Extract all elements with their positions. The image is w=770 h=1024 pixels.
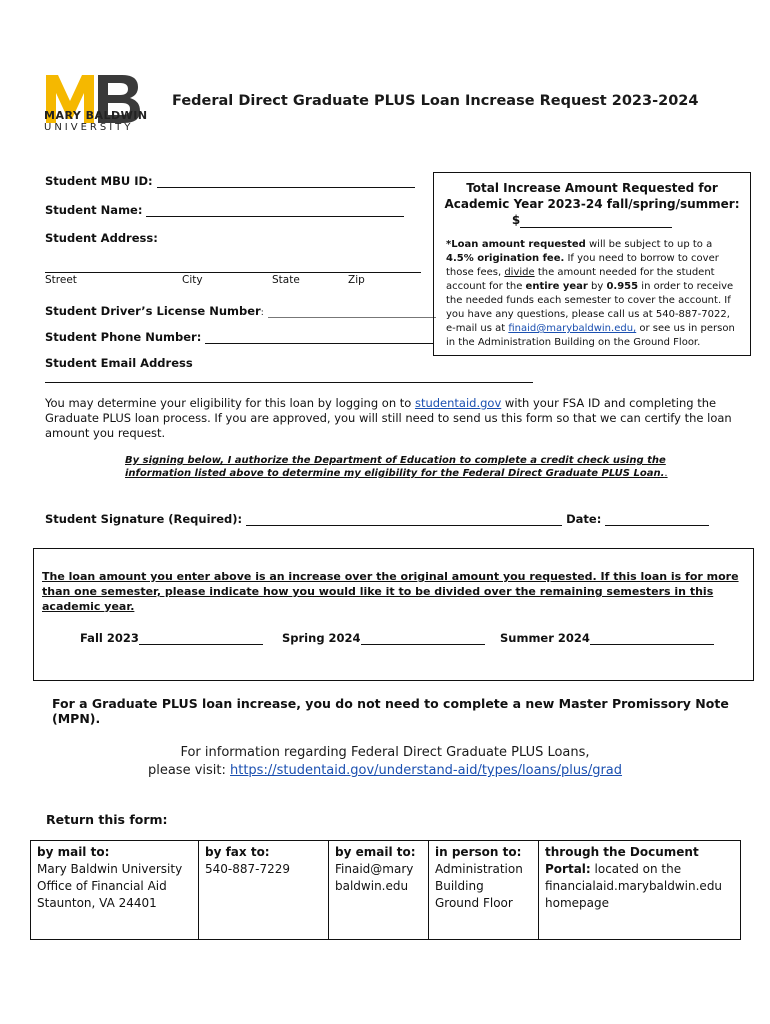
address-label: Student Address:	[45, 231, 158, 245]
date-label: Date:	[566, 512, 602, 526]
increase-amount-field[interactable]	[520, 215, 672, 228]
email-l2: baldwin.edu	[335, 879, 409, 893]
spring-label: Spring 2024	[282, 631, 361, 645]
zip-label: Zip	[348, 274, 365, 286]
fax-title: by fax to:	[205, 845, 270, 859]
return-heading: Return this form:	[46, 812, 168, 827]
return-person-cell	[429, 841, 539, 940]
note-divide: divide	[504, 267, 535, 278]
mbu-id-label: Student MBU ID:	[45, 174, 153, 188]
mbu-id-field[interactable]	[157, 175, 415, 188]
phone-field[interactable]	[205, 331, 433, 344]
summer-amount-field[interactable]	[590, 632, 714, 645]
dollar-sign: $	[511, 213, 521, 227]
note-bold-loan: *Loan amount requested	[446, 239, 586, 250]
return-options-table	[30, 840, 741, 940]
email-label: Student Email Address	[45, 356, 193, 370]
license-field[interactable]	[268, 307, 436, 318]
info-block	[0, 744, 770, 780]
mail-l1: Mary Baldwin University	[37, 862, 183, 876]
increase-heading	[434, 180, 750, 228]
note-t1: will be subject to up to a	[585, 239, 713, 250]
note-bold-fee: 4.5% origination fee.	[446, 253, 565, 264]
fall-amount-field[interactable]	[139, 632, 263, 645]
person-l1: Administration	[435, 862, 523, 876]
fee-note	[434, 238, 750, 350]
phone-label: Student Phone Number:	[45, 330, 202, 344]
email-title: by email to:	[335, 845, 416, 859]
eligibility-t2: with your FSA ID and completing the Graduate PLUS loan process. If you are approved, you will still need to send us this form so that we can certify the loan amount you request.	[45, 396, 732, 440]
semester-division-box	[33, 548, 754, 681]
person-title: in person to:	[435, 845, 522, 859]
mail-title: by mail to:	[37, 845, 110, 859]
state-label: State	[272, 274, 300, 286]
authorization-period: .	[664, 468, 668, 479]
date-field[interactable]	[605, 513, 709, 526]
fall-row	[80, 631, 263, 645]
address-field[interactable]	[45, 258, 421, 273]
logo-line2: UNIVERSITY	[44, 122, 134, 133]
person-l2: Building	[435, 879, 484, 893]
increase-amount-box	[433, 172, 751, 356]
license-row	[45, 304, 436, 318]
fax-number: 540-887-7229	[205, 862, 291, 876]
authorization-statement	[125, 454, 685, 480]
note-t2: If you need to borrow to cover those fees,	[446, 253, 719, 278]
portal-l3: homepage	[545, 896, 609, 910]
note-t5: in order to receive the needed funds each semester to cover the account. If you have any questions, please call us at 540-887-7022, e-mail us at	[446, 281, 734, 334]
return-email-cell	[329, 841, 429, 940]
signature-field[interactable]	[246, 513, 562, 526]
name-label: Student Name:	[45, 203, 143, 217]
note-t3: the amount needed for the student account for the	[446, 267, 715, 292]
note-t6: or see us in person in the Administration Building on the Ground Floor.	[446, 323, 735, 348]
eligibility-paragraph	[45, 396, 735, 441]
summer-label: Summer 2024	[500, 631, 590, 645]
semester-instructions: The loan amount you enter above is an increase over the original amount you requested. If this loan is for more than one semester, please indicate how you would like it to be divided over the remaining semesters in this academic year.	[42, 570, 739, 613]
increase-heading-line1: Total Increase Amount Requested for	[466, 181, 718, 195]
phone-row	[45, 330, 433, 344]
license-label: Student Driver’s License Number	[45, 304, 261, 318]
logo-wordmark	[44, 110, 148, 134]
portal-l2: financialaid.marybaldwin.edu	[545, 879, 723, 893]
summer-row	[500, 631, 714, 645]
license-colon: :	[260, 308, 264, 318]
name-field[interactable]	[146, 204, 404, 217]
signature-row	[45, 512, 709, 526]
portal-l1: located on the	[590, 862, 682, 876]
mail-l2: Office of Financial Aid	[37, 879, 167, 893]
email-field[interactable]	[45, 370, 533, 383]
spring-row	[282, 631, 485, 645]
note-bold-year: entire year	[525, 281, 588, 292]
email-l1: Finaid@mary	[335, 862, 414, 876]
mail-l3: Staunton, VA 24401	[37, 896, 157, 910]
fall-label: Fall 2023	[80, 631, 139, 645]
spring-amount-field[interactable]	[361, 632, 485, 645]
mpn-note: For a Graduate PLUS loan increase, you do not need to complete a new Master Promissory Note (MPN).	[52, 696, 729, 726]
authorization-text: By signing below, I authorize the Department of Education to complete a credit check using the information listed above to determine my eligibility for the Federal Direct Graduate PLUS Loan.	[125, 455, 666, 479]
signature-label: Student Signature (Required):	[45, 512, 243, 526]
form-title: Federal Direct Graduate PLUS Loan Increase Request 2023-2024	[172, 93, 699, 109]
return-fax-cell	[199, 841, 329, 940]
studentaid-link[interactable]: studentaid.gov	[414, 396, 502, 410]
return-mail-cell	[31, 841, 199, 940]
info-line2: please visit:	[147, 763, 230, 778]
eligibility-t1: You may determine your eligibility for this loan by logging on to	[45, 396, 415, 410]
city-label: City	[182, 274, 203, 286]
finaid-email-link[interactable]: finaid@marybaldwin.edu,	[508, 323, 637, 334]
mbu-id-row	[45, 174, 415, 188]
name-row	[45, 203, 404, 217]
portal-title2: Portal:	[545, 862, 591, 876]
increase-heading-line2: Academic Year 2023-24 fall/spring/summer:	[444, 197, 740, 211]
note-bold-factor: 0.955	[606, 281, 639, 292]
return-portal-cell	[539, 841, 741, 940]
plus-loan-url-link[interactable]: https://studentaid.gov/understand-aid/types/loans/plus/grad	[230, 763, 623, 778]
street-label: Street	[45, 274, 77, 286]
person-l3: Ground Floor	[435, 896, 513, 910]
logo-line1: MARY BALDWIN	[44, 109, 148, 122]
note-t4: by	[587, 281, 607, 292]
info-line1: For information regarding Federal Direct Graduate PLUS Loans,	[180, 745, 590, 760]
portal-title: through the Document	[545, 845, 699, 859]
